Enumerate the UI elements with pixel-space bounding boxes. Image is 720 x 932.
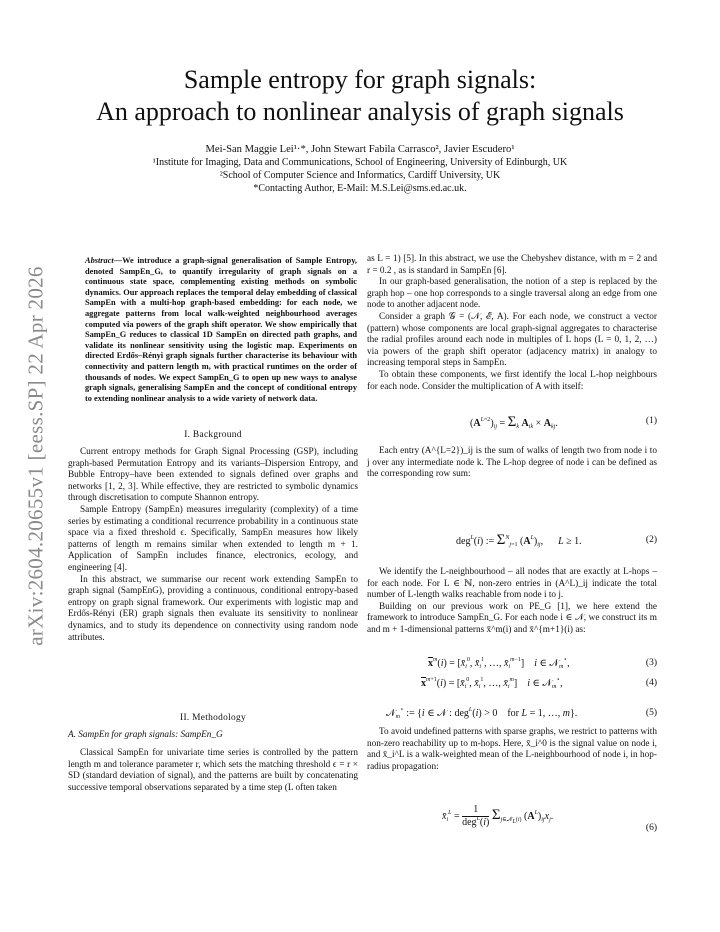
background-paragraph-1: Current entropy methods for Graph Signal Processing (GSP), including graph-based Permutation Entropy and its variants–Dispersion Entropy, and Bubble Entropy–have been extended to signals defined over graphs and networks [1, 2, 3]. While effective, they are restricted to symbolic dynamics through discretisation to compute Shannon entropy.	[68, 447, 358, 504]
abstract-label: Abstract—	[85, 256, 123, 265]
equation-6: $x̄_i^L$ = $\frac{1}{deg^L(i)}$ $\Sigma_{j\in 𝒩_L(i)}$ $(A^L)_{ij}x_j$.	[442, 804, 554, 828]
equation-5: 𝒩$_m$⋆ := {i ∈ 𝒩 : deg$^L$(i) > 0 for L = 1, …, m}.	[386, 707, 578, 720]
equation-5-number: (5)	[645, 708, 657, 718]
equation-3-number: (3)	[645, 658, 657, 668]
equation-3: $\overline{x}^m(i)$ = [$x̄_i^0$, $x̄_i^1$, …, $x̄_i^{m-1}$] i ∈ 𝒩$_m$⋆,	[428, 657, 570, 670]
contact-email: *Contacting Author, E-Mail: M.S.Lei@sms.ed.ac.uk.	[253, 183, 467, 194]
paper-title-line-2: An approach to nonlinear analysis of graph signals	[96, 97, 624, 126]
section-heading-methodology: II. Methodology	[180, 713, 246, 723]
right-column-middle-2	[367, 567, 657, 637]
background-paragraphs	[68, 447, 358, 644]
right-column-top	[367, 254, 657, 393]
affiliation-cardiff: ²School of Computer Science and Informatics, Cardiff University, UK	[219, 170, 501, 181]
arxiv-stamp-text: arXiv:2604.20655v1 [eess.SP] 22 Apr 2026	[23, 266, 48, 646]
equation-2-number: (2)	[645, 535, 657, 545]
abstract	[85, 256, 357, 404]
paper-title-line-1: Sample entropy for graph signals:	[183, 65, 537, 94]
subsection-heading-sampen-graph: A. SampEn for graph signals: SampEn_G	[68, 730, 223, 740]
right-column-bottom	[367, 727, 657, 773]
right-paragraph-1: In our graph-based generalisation, the notion of a step is replaced by the graph hop – one hop corresponds to a single traversal along an edge from one node to another adjacent node.	[367, 277, 657, 311]
background-paragraph-2: Sample Entropy (SampEn) measures irregularity (complexity) of a time series by estimating a conditional recurrence probability in a continuous state space via a fixed threshold ϵ. Specifically, SampEn measures how likely patterns of length m remains similar when extended to length m + 1. Application of SampEn includes finance, electronics, ecology, and engineering [4].	[68, 504, 358, 573]
affiliation-edinburgh: ¹Institute for Imaging, Data and Communications, School of Engineering, University of Edinburgh, UK	[152, 157, 568, 168]
equation-4: $\overline{x}^{m+1}(i)$ = [$x̄_i^0$, $x̄_i^1$, …, $x̄_i^m$] i ∈ 𝒩$_m$⋆,	[421, 677, 563, 690]
abstract-text: We introduce a graph-signal generalisation of Sample Entropy, denoted SampEn_G, to quantify irregularity of graph signals on a continuous state space, complementing existing methods on symbolic dynamics. Our approach replaces the temporal delay embedding of classical SampEn with a multi-hop graph-based embedding: for each node, we aggregate patterns from local walk-weighted neighbourhood averages computed via powers of the graph shift operator. We show empirically that SampEn_G reduces to classical 1D SampEn on directed path graphs, and validate its nonlinear sensitivity using the logistic map. Experiments on directed Erdős–Rényi graph signals further characterise its behaviour with connectivity and pattern length m, with practical runtimes on the order of thousands of nodes. We expect SampEn_G to open up new ways to analyse graph signals, generalising SampEn and the concept of conditional entropy to extending nonlinear analysis to a wide variety of network data.	[85, 256, 357, 403]
right-paragraph-0: as L = 1) [5]. In this abstract, we use the Chebyshev distance, with m = 2 and r = 0.2 , as is standard in SampEn [6].	[367, 254, 657, 276]
right-paragraph-7: To avoid undefined patterns with sparse graphs, we restrict to patterns with non-zero reachability up to m-hops. Here, x̄_i^0 is the signal value on node i, and x̄_i^L is a walk-weighted mean of the L-neighbourhood of node i, in hop-radius propagation:	[367, 727, 657, 772]
right-paragraph-2: Consider a graph 𝒢 = (𝒩, ℰ, A). For each node, we construct a vector (pattern) whose components are local graph-signal aggregates to characterise the radial profiles around each node in multiples of L hops (L = 0, 1, 2, …) via powers of the graph shift operator (adjacency matrix) in analogy to increasing temporal steps in SampEn.	[367, 311, 657, 369]
right-paragraph-6: Building on our previous work on PE_G [1], we here extend the framework to introduce SampEn_G. For each node i ∈ 𝒩, we construct its m and m + 1-dimensional patterns x̄^m(i) and x̄^{m+1}(i) as:	[367, 601, 657, 635]
right-column-middle-1	[367, 446, 657, 481]
author-list: Mei-San Maggie Lei¹·*, John Stewart Fabila Carrasco², Javier Escudero¹	[205, 144, 515, 155]
equation-2: deg$^L$(i) := $\Sigma^N_{j=1}$ $(A^L)_{ij}$, L ≥ 1.	[456, 532, 582, 548]
right-paragraph-5: We identify the L-neighbourhood – all nodes that are exactly at L-hops – for each node. For L ∈ ℕ, non-zero entries in (A^L)_ij indicate the total number of L-length walks reachable from node i to j.	[367, 567, 657, 601]
methodology-text-1: Classical SampEn for univariate time series is controlled by the pattern length m and tolerance parameter r, which sets the matching threshold ϵ = r × SD (standard deviation of signal), and the patterns are built by concatenating successive temporal observations separated by a time step (L often taken	[68, 748, 358, 793]
section-heading-background: I. Background	[184, 430, 242, 440]
equation-1-number: (1)	[645, 416, 657, 426]
arxiv-identifier	[22, 256, 50, 656]
methodology-paragraph-1	[68, 748, 358, 794]
equation-1: $(A^{L=2})_{ij} = \Sigma_k$ $A_{ik} \times A_{kj}$.	[470, 414, 558, 430]
right-paragraph-3: To obtain these components, we first identify the local L-hop neighbours for each node. Consider the multiplication of A with itself:	[367, 369, 657, 392]
equation-4-number: (4)	[645, 678, 657, 688]
background-paragraph-3: In this abstract, we summarise our recent work extending SampEn to graph signal (SampEnG), providing a continuous, conditional entropy-based entropy on graph signal framework. Our experiments with logistic map and Erdős-Rényi (ER) graph signals then evaluate its sensitivity to nonlinear dynamics, and to study its dependence on connectivity using random node attributes.	[68, 574, 358, 643]
right-paragraph-4: Each entry (A^{L=2})_ij is the sum of walks of length two from node i to j over any intermediate node k. The L-hop degree of node i can be defined as the corresponding row sum:	[367, 446, 657, 480]
equation-6-number: (6)	[645, 823, 657, 833]
